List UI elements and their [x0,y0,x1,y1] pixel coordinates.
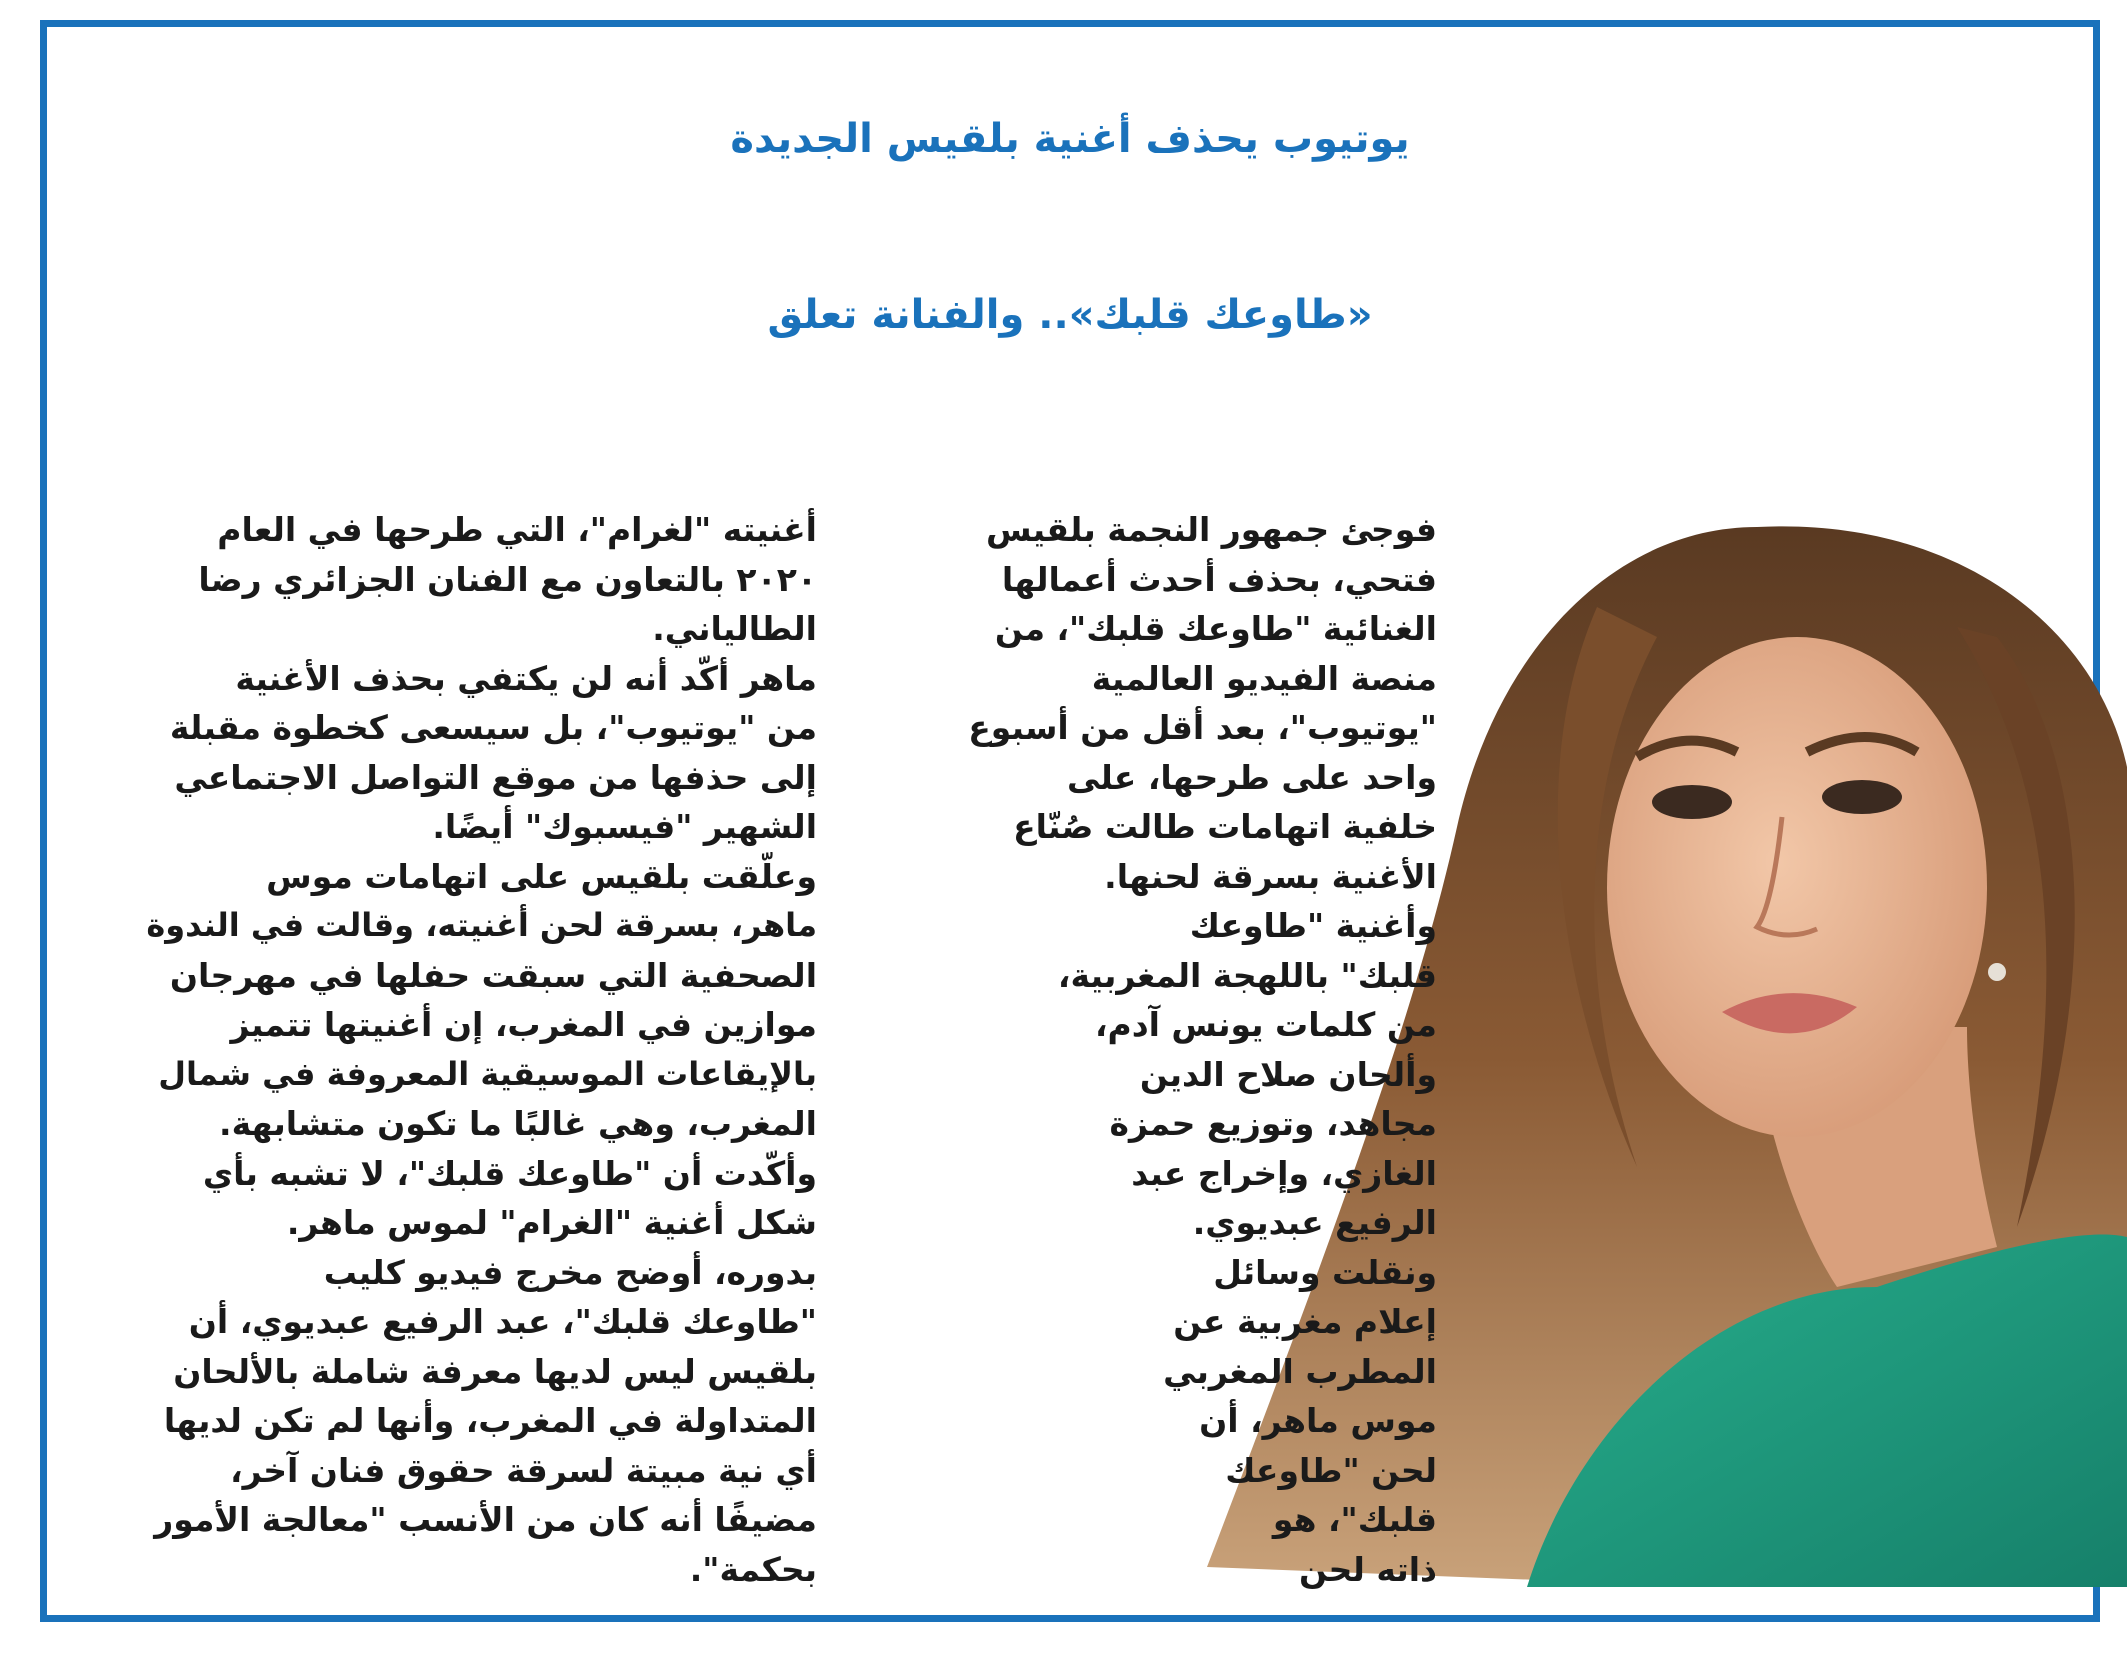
article-text-line: فوجئ جمهور النجمة بلقيس [986,510,1437,549]
article-text-line: الشهير "فيسبوك" أيضًا. [432,807,817,846]
article-text-line: وعلّقت بلقيس على اتهامات موس [266,856,817,896]
article-text-line: مضيفًا أنه كان من الأنسب "معالجة الأمور [154,1500,817,1539]
middle-column [892,505,1437,1594]
article-text-line: بالإيقاعات الموسيقية المعروفة في شمال [158,1054,817,1093]
article-text-line: الرفيع عبديوي. [1192,1203,1437,1242]
article-text-line: ذاته لحن [1298,1549,1437,1589]
article-text-line: إعلام مغربية عن [1173,1302,1437,1341]
headline-line-1: يوتيوب يحذف أغنية بلقيس الجديدة [730,116,1410,162]
article-text-line: الصحفية التي سبقت حفلها في مهرجان [169,955,817,995]
article-text-line: ٢٠٢٠ بالتعاون مع الفنان الجزائري رضا [198,559,817,599]
article-text-line: أي نية مبيتة لسرقة حقوق فنان آخر، [230,1450,817,1490]
article-text-line: المتداولة في المغرب، وأنها لم تكن لديها [163,1401,817,1440]
article-text-line: ماهر أكّد أنه لن يكتفي بحذف الأغنية [235,658,817,698]
article-text-line: أغنيته "لغرام"، التي طرحها في العام [217,510,817,549]
article-text-line: بدوره، أوضح مخرج فيديو كليب [323,1252,817,1292]
article-text-line: قلبك" باللهجة المغربية، [1057,955,1437,995]
left-column [139,505,817,1594]
article-text-line: وألحان صلاح الدين [1139,1054,1437,1094]
article-text-line: المطرب المغربي [1163,1351,1437,1391]
article-text-line: من "يوتيوب"، بل سيسعى كخطوة مقبلة [169,708,817,747]
right-eye [1822,780,1902,814]
article-text-line: موس ماهر، أن [1199,1401,1437,1440]
article-text-line: الطالياني. [652,609,817,648]
article-text-line: ماهر، بسرقة لحن أغنيته، وقالت في الندوة [146,906,817,944]
left-eye [1652,785,1732,819]
article-text-line: "طاوعك قلبك"، عبد الرفيع عبديوي، أن [188,1302,817,1341]
article-text-line: ونقلت وسائل [1213,1252,1437,1292]
article-text-line: إلى حذفها من موقع التواصل الاجتماعي [174,757,817,797]
face-shape [1607,637,1987,1137]
article-text-line: موازين في المغرب، إن أغنيتها تتميز [230,1005,817,1044]
article-text-line: الغنائية "طاوعك قلبك"، من [994,609,1437,648]
article-text-line: فتحي، بحذف أحدث أعمالها [1001,559,1437,599]
article-text-line: شكل أغنية "الغرام" لموس ماهر. [286,1203,817,1242]
article-text-line: المغرب، وهي غالبًا ما تكون متشابهة. [219,1104,817,1143]
article-text-line: بحكمة". [689,1549,817,1589]
article-text-line: منصة الفيديو العالمية [1091,658,1437,698]
article-text-line: قلبك"، هو [1272,1500,1437,1539]
article-text-line: الغازي، وإخراج عبد [1131,1153,1437,1193]
article-text-line: مجاهد، وتوزيع حمزة [1109,1104,1437,1143]
headline-line-2: «طاوعك قلبك».. والفنانة تعلق [767,292,1373,338]
article-text-line: واحد على طرحها، على [1066,757,1437,797]
article-text-line: من كلمات يونس آدم، [1094,1005,1437,1044]
article-text-line: الأغنية بسرقة لحنها. [1104,856,1437,896]
article-text-line: خلفية اتهامات طالت صُنّاع [1013,807,1437,846]
article-text-line: وأغنية "طاوعك [1189,906,1437,945]
article-text-line: وأكّدت أن "طاوعك قلبك"، لا تشبه بأي [202,1153,817,1193]
earring-icon [1988,963,2006,981]
article-frame [40,20,2100,1622]
article-text-line: لحن "طاوعك [1225,1450,1437,1490]
article-text-line: بلقيس ليس لديها معرفة شاملة بالألحان [173,1351,817,1391]
article-text-line: "يوتيوب"، بعد أقل من أسبوع [968,708,1437,747]
